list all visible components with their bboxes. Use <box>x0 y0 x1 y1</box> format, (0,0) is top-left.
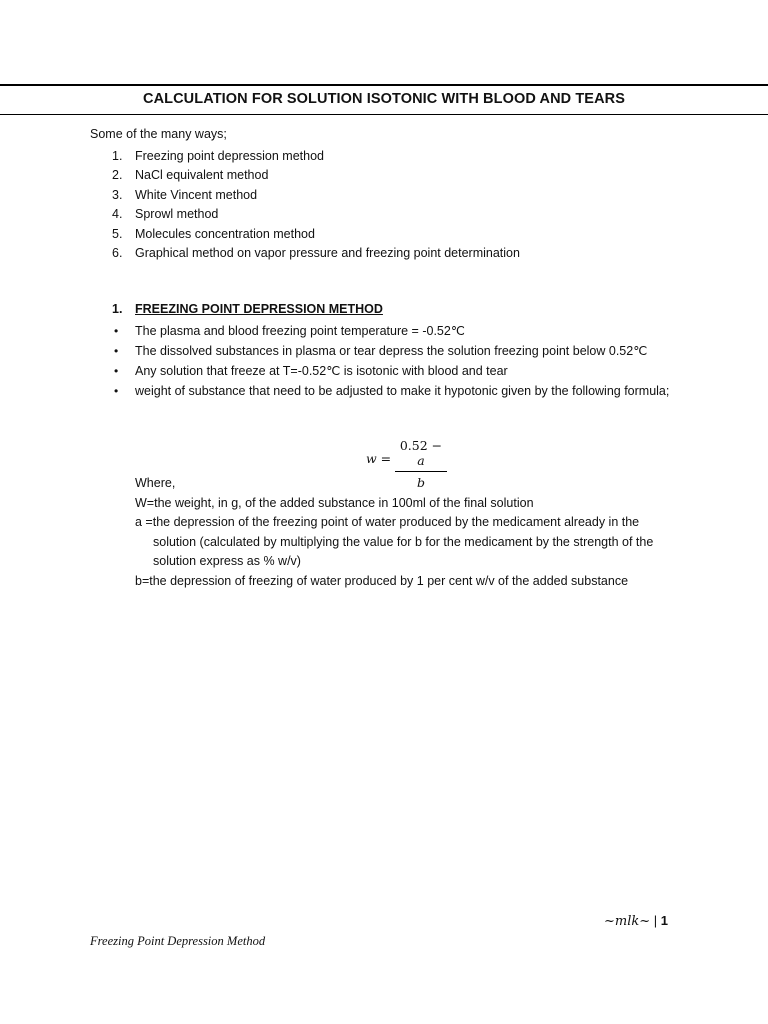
bullet-text: Any solution that freeze at T=-0.52℃ is isotonic with blood and tear <box>135 364 508 378</box>
list-item-label: Sprowl method <box>135 207 219 222</box>
definitions-block <box>135 474 680 591</box>
list-item-label: Freezing point depression method <box>135 149 325 163</box>
list-number: 1. <box>112 149 123 163</box>
formula-lhs: w = <box>366 451 392 466</box>
list-item-label: NaCl equivalent method <box>135 168 269 183</box>
section-number: 1. <box>112 302 123 316</box>
list-item <box>90 361 670 381</box>
list-item <box>90 381 670 401</box>
list-item <box>90 205 520 224</box>
author-signature: ~mlk~ <box>604 914 651 929</box>
section-heading-text: FREEZING POINT DEPRESSION METHOD <box>135 302 383 316</box>
list-item <box>90 166 520 185</box>
header-top-rule <box>0 84 768 86</box>
list-item-label: White Vincent method <box>135 187 258 202</box>
intro-text: Some of the many ways; <box>90 127 227 141</box>
list-number: 2. <box>112 168 123 183</box>
bullet-text: The dissolved substances in plasma or tear depress the solution freezing point below 0.52℃ <box>135 344 648 358</box>
list-item <box>90 341 670 361</box>
list-item <box>90 244 520 263</box>
bullet-icon: • <box>114 384 119 398</box>
list-item-label: Graphical method on vapor pressure and freezing point determination <box>135 245 520 260</box>
list-number: 5. <box>112 226 123 241</box>
list-number: 3. <box>112 187 123 202</box>
page-title: CALCULATION FOR SOLUTION ISOTONIC WITH BLOOD AND TEARS <box>143 91 625 107</box>
formula-denominator: b <box>416 475 425 490</box>
fraction-bar <box>395 471 447 472</box>
methods-list <box>90 147 520 263</box>
list-number: 6. <box>112 245 123 260</box>
list-item <box>90 186 520 205</box>
formula-numerator <box>395 438 447 468</box>
a-definition: a =the depression of the freezing point of water produced by the medicament already in the solution (calculated by multiplying the value for b for the medicament by the strength of the solution express as % w/v) <box>135 515 654 568</box>
list-number: 4. <box>112 207 123 222</box>
page-signature <box>604 913 668 929</box>
page-number: 1 <box>660 913 668 928</box>
list-item <box>90 225 520 244</box>
bullet-icon: • <box>114 364 119 378</box>
separator: | <box>650 913 661 928</box>
list-item <box>90 321 670 341</box>
b-definition: b=the depression of freezing of water produced by 1 per cent w/v of the added substance <box>135 573 629 588</box>
numerator-variable: a <box>417 453 425 468</box>
where-label: Where, <box>135 476 176 490</box>
bullet-list <box>90 321 670 401</box>
bullet-icon: • <box>114 324 119 338</box>
bullet-icon: • <box>114 344 119 358</box>
running-footer: Freezing Point Depression Method <box>90 934 266 948</box>
list-item <box>90 147 520 166</box>
list-item-label: Molecules concentration method <box>135 226 315 241</box>
w-definition: W=the weight, in g, of the added substance in 100ml of the final solution <box>135 495 534 510</box>
bullet-text: The plasma and blood freezing point temperature = -0.52℃ <box>135 324 465 338</box>
numerator-value: 0.52 − <box>399 438 443 453</box>
header-bottom-rule <box>0 114 768 115</box>
section-heading <box>112 302 383 316</box>
bullet-text: weight of substance that need to be adjusted to make it hypotonic given by the following formula; <box>135 384 670 398</box>
